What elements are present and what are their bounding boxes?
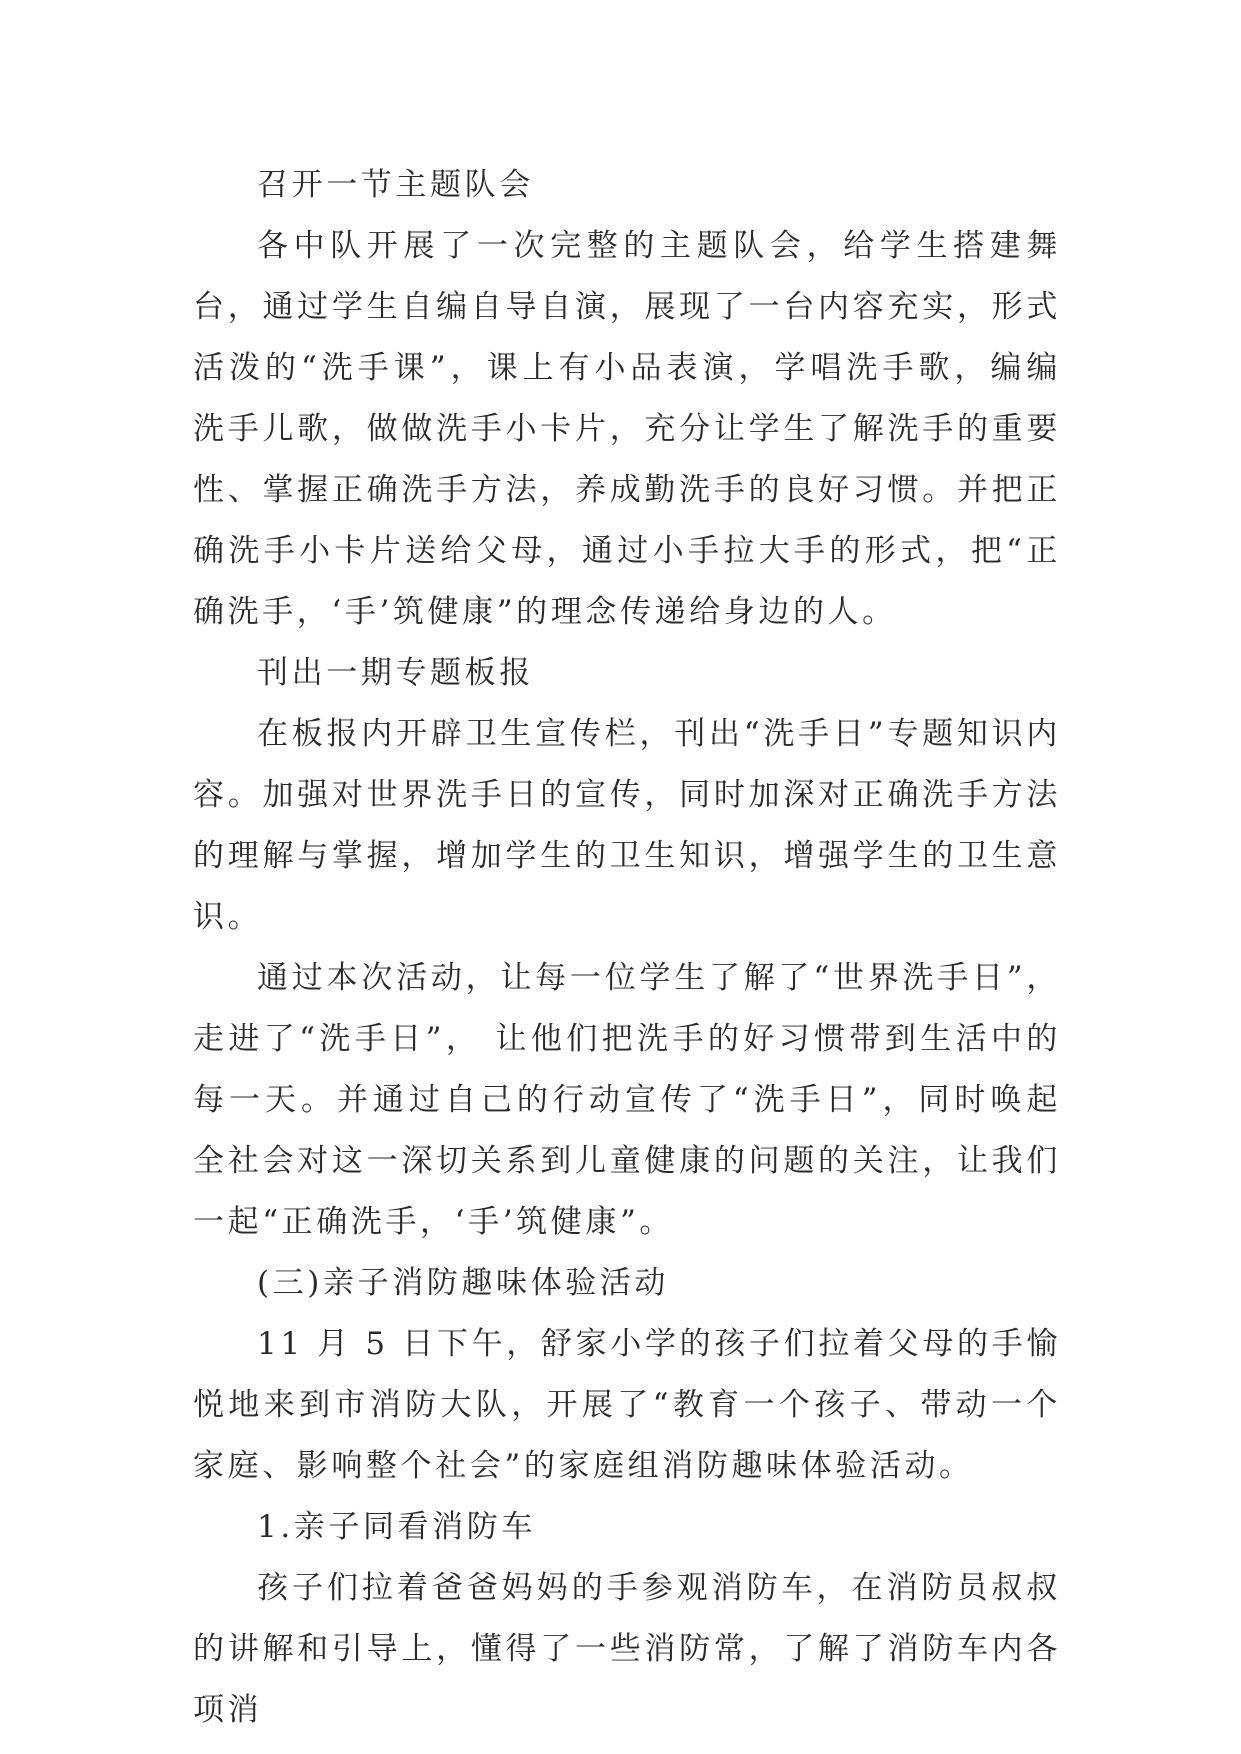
subsection-heading-fire-truck: 1.亲子同看消防车 (257, 1509, 536, 1545)
paragraph-theme-meeting: 各中队开展了一次完整的主题队会，给学生搭建舞台，通过学生自编自导自演，展现了一台内容充实，形式活泼的“洗手课”，课上有小品表演，学唱洗手歌，编编洗手儿歌，做做洗手小卡片，充分让学生了解洗手的重要性、掌握正确洗手方法，养成勤洗手的良好习惯。并把正确洗手小卡片送给父母，通过小手拉大手的形式，把“正确洗手，‘手’筑健康”的理念传递给身边的人。 (193, 228, 1061, 630)
section-heading-blackboard: 刊出一期专题板报 (257, 655, 534, 691)
paragraph-summary: 通过本次活动，让每一位学生了解了“世界洗手日”，走进了“洗手日”， 让他们把洗手的好习惯带到生活中的每一天。并通过自己的行动宣传了“洗手日”，同时唤起全社会对这一深切关系到儿童健康的问题的关注，让我们一起“正确洗手，‘手’筑健康”。 (193, 960, 1061, 1240)
paragraph-fire-activity: 11 月 5 日下午，舒家小学的孩子们拉着父母的手愉悦地来到市消防大队，开展了“教育一个孩子、带动一个家庭、影响整个社会”的家庭组消防趣味体验活动。 (193, 1326, 1061, 1484)
paragraph-blackboard: 在板报内开辟卫生宣传栏，刊出“洗手日”专题知识内容。加强对世界洗手日的宣传，同时加深对正确洗手方法的理解与掌握，增加学生的卫生知识，增强学生的卫生意识。 (193, 716, 1061, 935)
section-heading-fire-activity: (三)亲子消防趣味体验活动 (257, 1265, 669, 1301)
document-body (193, 155, 1061, 1741)
section-heading-theme-meeting: 召开一节主题队会 (257, 167, 534, 203)
paragraph-fire-truck: 孩子们拉着爸爸妈妈的手参观消防车，在消防员叔叔的讲解和引导上，懂得了一些消防常，了解了消防车内各项消 (193, 1570, 1061, 1728)
